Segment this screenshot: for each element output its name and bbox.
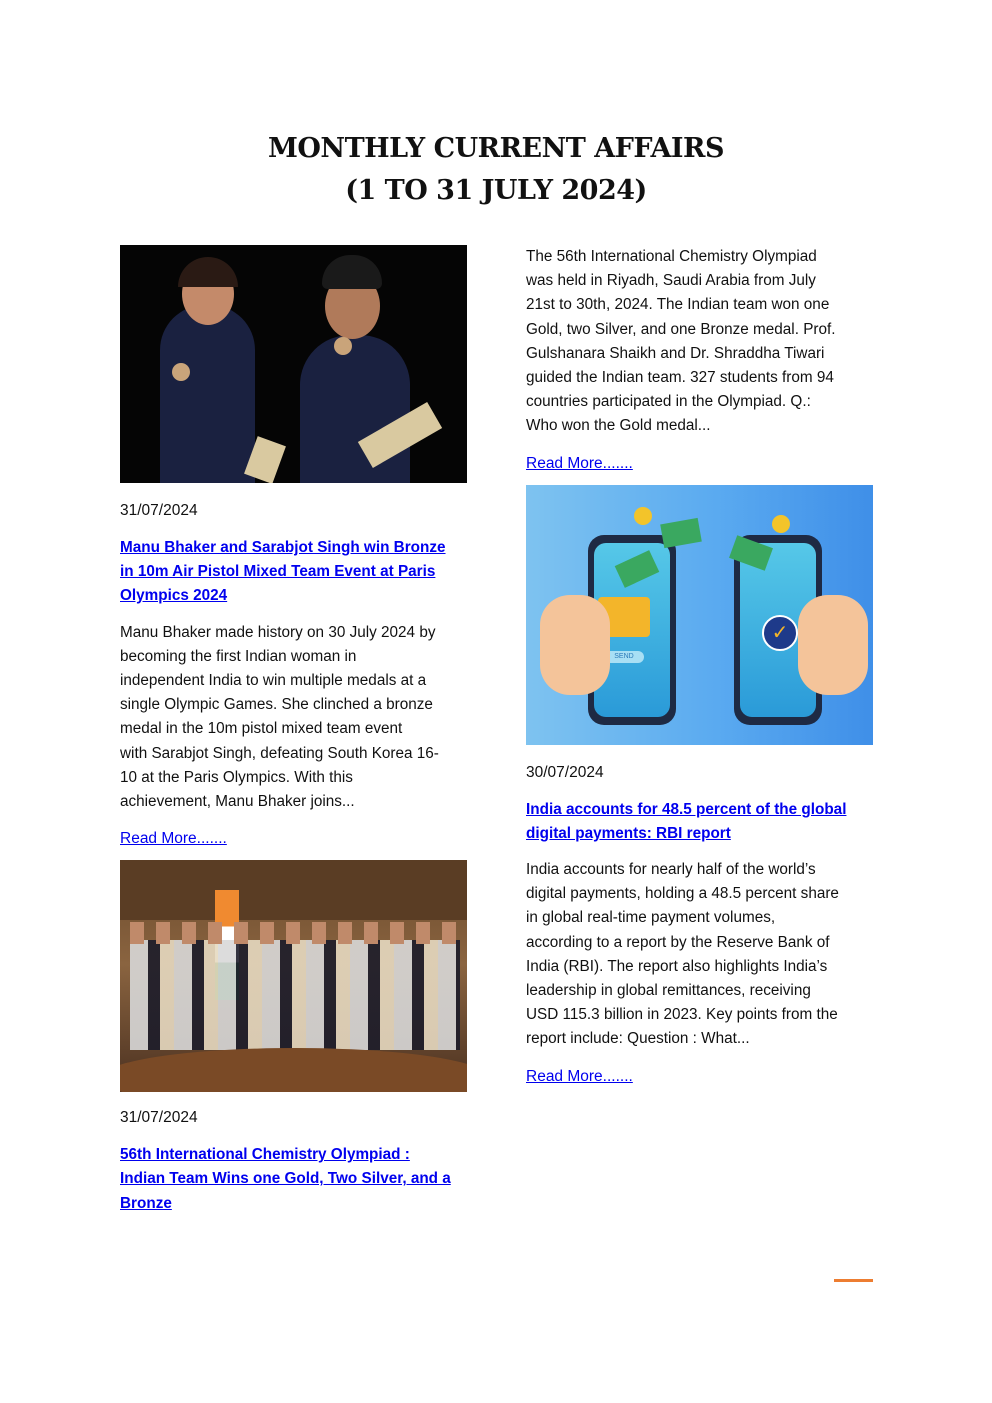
olympic-medalists-photo — [120, 245, 467, 483]
article-headline-link[interactable] — [526, 798, 876, 846]
read-more-link[interactable]: Read More....... — [526, 1067, 633, 1085]
summary-line: according to a report by the Reserve Bank of — [526, 933, 830, 951]
article-summary — [120, 621, 470, 815]
read-more-link[interactable]: Read More....... — [120, 830, 227, 848]
summary-line: achievement, Manu Bhaker joins... — [120, 793, 355, 811]
article-olympics — [120, 245, 470, 1216]
digital-payments-illustration — [526, 485, 873, 745]
headline-line: Indian Team Wins one Gold, Two Silver, and a — [120, 1170, 451, 1188]
checkmark-icon: ✓ — [762, 615, 798, 651]
send-button-graphic: SEND — [604, 651, 644, 663]
summary-line: becoming the first Indian woman in — [120, 647, 357, 665]
summary-line: guided the Indian team. 327 students from 94 — [526, 369, 834, 387]
headline-line: Bronze — [120, 1194, 172, 1212]
article-date: 31/07/2024 — [120, 1109, 198, 1127]
summary-line: digital payments, holding a 48.5 percent share — [526, 885, 839, 903]
headline-line: Manu Bhaker and Sarabjot Singh win Bronze — [120, 539, 446, 556]
read-more-link[interactable]: Read More....... — [526, 454, 633, 472]
headline-line: Olympics 2024 — [120, 587, 228, 605]
summary-line: independent India to win multiple medals at a — [120, 672, 427, 690]
summary-line: in global real-time payment volumes, — [526, 909, 776, 927]
article-summary — [526, 858, 876, 1052]
summary-line: Who won the Gold medal... — [526, 417, 711, 435]
title-line-1: MONTHLY CURRENT AFFAIRS — [267, 133, 724, 164]
article-chemistry-summary — [526, 245, 876, 1089]
summary-line: medal in the 10m pistol mixed team event — [120, 720, 403, 738]
article-headline-link[interactable] — [120, 536, 470, 609]
summary-line: leadership in global remittances, receiving — [526, 982, 811, 1000]
summary-line: single Olympic Games. She clinched a bronze — [120, 696, 433, 714]
article-date: 30/07/2024 — [526, 763, 604, 781]
headline-line: 56th International Chemistry Olympiad : — [120, 1146, 410, 1164]
summary-line: 21st to 30th, 2024. The Indian team won one — [526, 296, 830, 314]
summary-line: with Sarabjot Singh, defeating South Korea 16- — [120, 744, 439, 762]
summary-line: USD 115.3 billion in 2023. Key points from the — [526, 1006, 838, 1024]
footer-accent-divider — [834, 1279, 873, 1282]
summary-line: Gulshanara Shaikh and Dr. Shraddha Tiwari — [526, 344, 825, 362]
summary-line: was held in Riyadh, Saudi Arabia from July — [526, 272, 816, 290]
headline-line: in 10m Air Pistol Mixed Team Event at Paris — [120, 563, 436, 581]
summary-line: The 56th International Chemistry Olympiad — [526, 248, 817, 265]
article-headline-link[interactable] — [120, 1143, 470, 1216]
summary-line: Gold, two Silver, and one Bronze medal. Prof. — [526, 320, 836, 338]
summary-line: countries participated in the Olympiad. Q.: — [526, 393, 811, 411]
headline-line: India accounts for 48.5 percent of the global — [526, 800, 847, 818]
summary-line: 10 at the Paris Olympics. With this — [120, 768, 353, 786]
summary-line: report include: Question : What... — [526, 1030, 750, 1048]
summary-line: Manu Bhaker made history on 30 July 2024 by — [120, 623, 436, 641]
summary-line: India (RBI). The report also highlights India’s — [526, 957, 828, 975]
title-line-2: (1 TO 31 JULY 2024) — [345, 175, 647, 206]
headline-line: digital payments: RBI report — [526, 824, 731, 842]
article-summary — [526, 245, 876, 439]
chemistry-olympiad-team-photo — [120, 860, 467, 1092]
page-title — [0, 128, 992, 212]
summary-line: India accounts for nearly half of the world’s — [526, 861, 816, 879]
article-date: 31/07/2024 — [120, 502, 198, 519]
